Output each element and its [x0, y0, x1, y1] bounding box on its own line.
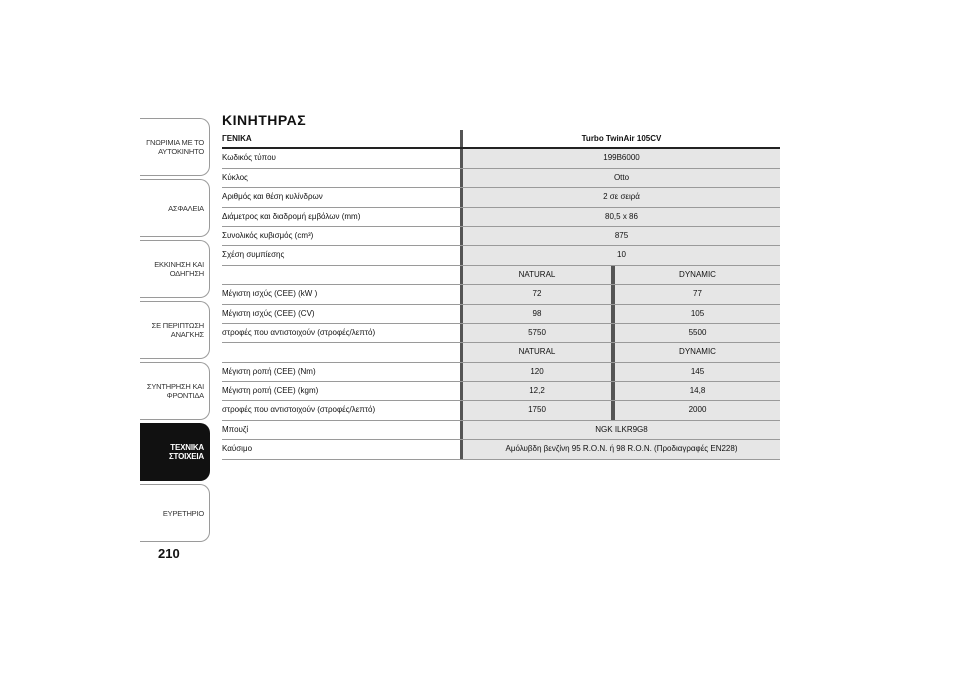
header-label: ΓΕΝΙΚΑ: [222, 134, 252, 143]
tab-maintenance[interactable]: [140, 362, 210, 420]
tab-emergency[interactable]: [140, 301, 210, 359]
section-title: ΚΙΝΗΤΗΡΑΣ: [222, 112, 307, 128]
tab-getting-to-know[interactable]: [140, 118, 210, 176]
value-dynamic: 2000: [615, 401, 780, 419]
row-value: 199B6000: [463, 149, 780, 167]
table-row: [222, 382, 780, 401]
table-row: [222, 363, 780, 382]
tab-label: ΕΥΡΕΤΗΡΙΟ: [162, 508, 204, 518]
row-value: NGK ILKR9G8: [463, 421, 780, 439]
tab-label: ΕΚΚΙΝΗΣΗ ΚΑΙ ΟΔΗΓΗΣΗ: [154, 260, 204, 278]
tab-label: ΓΝΩΡΙΜΙΑ ΜΕ ΤΟ ΑΥΤΟΚΙΝΗΤΟ: [146, 138, 204, 156]
row-label: Μέγιστη ροπή (CEE) (kgm): [222, 386, 319, 396]
tab-technical-data[interactable]: [140, 423, 210, 481]
value-dynamic: 5500: [615, 324, 780, 342]
table-row: [222, 149, 780, 168]
row-value: 875: [463, 227, 780, 245]
tab-label: ΑΣΦΑΛΕΙΑ: [168, 203, 204, 213]
torque-mode-row: [222, 343, 780, 362]
table-row: [222, 421, 780, 440]
row-label: Κύκλος: [222, 172, 248, 182]
value-dynamic: 145: [615, 363, 780, 381]
table-row: [222, 246, 780, 265]
power-mode-row: [222, 266, 780, 285]
mode-natural: NATURAL: [463, 266, 611, 284]
table-row: [222, 440, 780, 459]
row-label: Σχέση συμπίεσης: [222, 250, 285, 260]
row-label: Καύσιμο: [222, 444, 253, 454]
mode-natural: NATURAL: [463, 343, 611, 361]
tab-index[interactable]: [140, 484, 210, 542]
value-dynamic: 105: [615, 305, 780, 323]
row-label: Μέγιστη ισχύς (CEE) (kW ): [222, 289, 318, 299]
table-row: [222, 324, 780, 343]
row-label: Αριθμός και θέση κυλίνδρων: [222, 192, 323, 202]
table-row: [222, 401, 780, 420]
value-natural: 5750: [463, 324, 611, 342]
table-row: [222, 227, 780, 246]
value-natural: 98: [463, 305, 611, 323]
table-header: [222, 130, 780, 149]
tab-safety[interactable]: [140, 179, 210, 237]
row-label: Μέγιστη ισχύς (CEE) (CV): [222, 308, 315, 318]
row-value: 2 σε σειρά: [463, 188, 780, 206]
row-label: Συνολικός κυβισμός (cm³): [222, 230, 314, 240]
value-natural: 120: [463, 363, 611, 381]
mode-dynamic: DYNAMIC: [615, 343, 780, 361]
row-value: Αμόλυβδη βενζίνη 95 R.O.N. ή 98 R.O.N. (Προδιαγραφές EN228): [463, 440, 780, 458]
value-dynamic: 14,8: [615, 382, 780, 400]
table-row: [222, 169, 780, 188]
value-natural: 72: [463, 285, 611, 303]
row-label: [222, 343, 460, 361]
value-natural: 12,2: [463, 382, 611, 400]
value-dynamic: 77: [615, 285, 780, 303]
row-value: Otto: [463, 169, 780, 187]
tab-label: ΤΕΧΝΙΚΑ ΣΤΟΙΧΕΙΑ: [168, 443, 204, 461]
row-label: στροφές που αντιστοιχούν (στροφές/λεπτό): [222, 327, 376, 337]
mode-dynamic: DYNAMIC: [615, 266, 780, 284]
row-value: 80,5 x 86: [463, 208, 780, 226]
row-label: Διάμετρος και διαδρομή εμβόλων (mm): [222, 211, 361, 221]
engine-spec-table: [222, 130, 780, 460]
table-row: [222, 285, 780, 304]
row-label: Μέγιστη ροπή (CEE) (Nm): [222, 366, 316, 376]
table-row: [222, 188, 780, 207]
row-label: Κωδικός τύπου: [222, 153, 276, 163]
row-label: [222, 266, 460, 284]
tab-starting-driving[interactable]: [140, 240, 210, 298]
page-number: 210: [158, 546, 180, 561]
tab-label: ΣΥΝΤΗΡΗΣΗ ΚΑΙ ΦΡΟΝΤΙΔΑ: [146, 382, 204, 400]
row-label: Μπουζί: [222, 424, 249, 434]
row-value: 10: [463, 246, 780, 264]
table-row: [222, 305, 780, 324]
value-natural: 1750: [463, 401, 611, 419]
header-value: Turbo TwinAir 105CV: [463, 130, 780, 147]
tab-label: ΣΕ ΠΕΡΙΠΤΩΣΗ ΑΝΑΓΚΗΣ: [151, 321, 204, 339]
row-label: στροφές που αντιστοιχούν (στροφές/λεπτό): [222, 405, 376, 415]
table-row: [222, 208, 780, 227]
